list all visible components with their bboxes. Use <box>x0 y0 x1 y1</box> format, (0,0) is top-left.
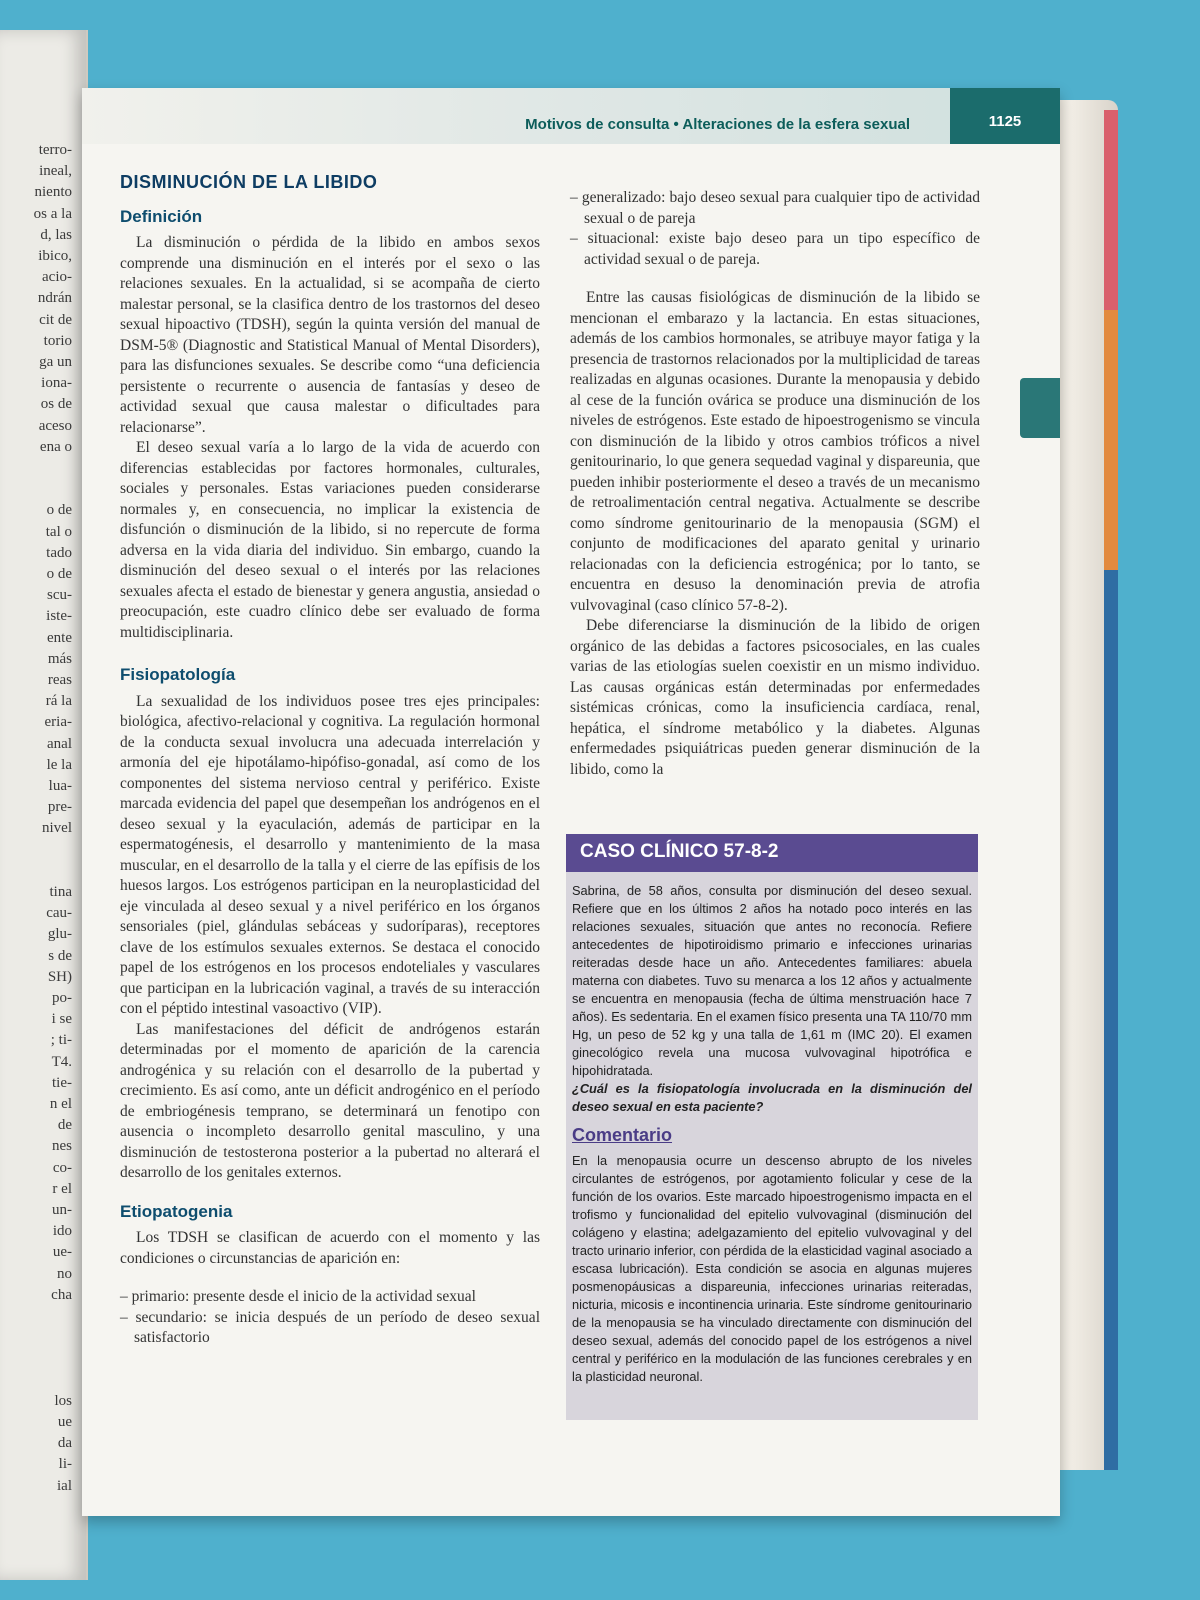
left-page-text-fragment: lua- <box>48 778 72 794</box>
clinical-case-box <box>566 834 978 1420</box>
left-page-text-fragment: cit de <box>39 311 72 328</box>
left-page-edge <box>0 30 88 1580</box>
left-page-text-fragment: ue <box>57 1414 72 1430</box>
left-page-text-fragment: terro- <box>38 142 72 158</box>
left-page-text-fragment: li- <box>58 1456 72 1473</box>
left-page-text-fragment: más <box>47 650 72 667</box>
section-title: DISMINUCIÓN DE LA LIBIDO <box>120 172 378 192</box>
left-page-text-fragment: po- <box>52 990 72 1006</box>
left-page-text-fragment: ibico, <box>38 248 72 264</box>
running-header <box>82 88 1060 144</box>
causes-paragraph-1: Entre las causas fisiológicas de disminución de la libido se mencionan el embarazo y la lactancia. En estas situaciones, además de los cambios hormonales, se atribuye mayor fatiga y la presencia de trastornos relacionados por la multiplicidad de tareas realizadas en algunas ocasiones. Durante la menopausia y debido al cese de la función ovárica se produce una disminución de los niveles de estrógenos. Este estado de hipoestrogenismo se vincula con disminución de la libido y otros cambios tróficos a nivel genitourinario, lo que genera sequedad vaginal y dispareunia, que pueden inhibir posteriormente el deseo a través de un mecanismo de retroalimentación central negativa. Actualmente se describe como síndrome genitourinario de la menopausia (SGM) el conjunto de modificaciones del aparato genital y urinario relacionadas con la deficiencia estrogénica; por lo tanto, se encuentra en desuso la denominación previa de atrofia vulvovaginal (caso clínico 57-8-2). <box>570 289 980 614</box>
left-page-text-fragment: ena o <box>39 438 72 455</box>
left-page-text-fragment: los <box>54 1392 72 1409</box>
left-page-text-fragment: SH) <box>47 968 72 985</box>
left-page-text-fragment: o de <box>46 502 72 519</box>
left-page-text-fragment: os de <box>40 396 72 413</box>
left-page-text-fragment: ineal, <box>39 163 72 180</box>
classification-list <box>570 188 980 270</box>
left-page-text-fragment: tie- <box>52 1074 72 1091</box>
left-page-text-fragment: T4. <box>51 1053 72 1070</box>
etiopatogenia-list <box>120 1287 540 1349</box>
left-page-text-fragment: ndrán <box>37 290 72 307</box>
case-description: Sabrina, de 58 años, consulta por disminución del deseo sexual. Refiere que en los últimos 2 años ha notado poco interés en las relaciones sexuales, situación que antes no reconocía. Refiere antecedentes de hipotiroidismo primario e infecciones urinarias reiteradas desde hace un año. Antecedentes familiares: abuela materna con diabetes. Tuvo su menarca a los 12 años y actualmente se encuentra en menopausia (fecha de última menstruación hace 7 años). Es sedentaria. En el examen físico presenta una TA 110/70 mm Hg, un peso de 52 kg y una talla de 1,61 m (IMC 20). El examen ginecológico revela una mucosa vulvovaginal hipotrófica e hipohidratada. <box>572 883 972 1078</box>
left-page-text-fragment: ; ti- <box>50 1032 72 1049</box>
left-page-text-fragment: iona- <box>41 375 72 392</box>
left-page-text-fragment: rá la <box>45 693 72 710</box>
fisiopatologia-paragraph-1: La sexualidad de los individuos posee tres ejes principales: biológica, afectivo-relacional y cognitiva. La regulación hormonal de la conducta sexual involucra una adecuada interrelación y armonía del eje hipotálamo-hipófiso-gonadal, así como de los componentes del sistema nervioso central y periférico. Existe marcada evidencia del papel que desempeñan los andrógenos en el deseo sexual y la eyaculación, además de participar en la espermatogénesis, el desarrollo y mantenimiento de la masa muscular, en el desarrollo de la talla y el cierre de las epífisis de los huesos largos. Los estrógenos participan en la neuroplasticidad del eje vinculada al deseo sexual y a nivel periférico en los órganos sensoriales (piel, glándulas sebáceas y sudoríparas), receptores clave de los estímulos sexuales externos. Se destaca el conocido papel de los estrógenos en los procesos endoteliales y vasculares que participan en la lubricación vaginal, a través de su interacción con el péptido intestinal vasoactivo (VIP). <box>120 692 540 1017</box>
left-page-text-fragment: glu- <box>47 926 72 943</box>
left-page-text-fragment: reas <box>47 672 72 688</box>
etiopatogenia-heading: Etiopatogenia <box>120 1201 233 1221</box>
left-page-text-fragment: ga un <box>39 354 72 370</box>
chapter-thumb-tab <box>1020 378 1060 438</box>
left-page-text-fragment: pre- <box>47 799 72 816</box>
left-page-text-fragment: eria- <box>44 714 72 731</box>
left-page-text-fragment: s de <box>48 947 72 964</box>
left-page-text-fragment: cha <box>51 1286 72 1303</box>
causes-paragraph-2: Debe diferenciarse la disminución de la libido de origen orgánico de las debidas a factores psicosociales, en las cuales varias de las etiologías suelen coexistir en un mismo individuo. Las causas orgánicas están determinadas por enfermedades sistémicas crónicas, como la insuficiencia cardíaca, renal, hepática, el síndrome metabólico y la diabetes. Algunas enfermedades psiquiátricas pueden generar disminución de la libido, como la <box>570 617 980 778</box>
left-page-text-fragment: un- <box>52 1202 72 1218</box>
left-page-text-fragment: i se <box>51 1011 72 1028</box>
left-page-text-fragment: acio- <box>42 269 72 286</box>
left-page-text-fragment: scu- <box>47 587 72 604</box>
left-page-text-fragment: anal <box>47 735 72 752</box>
color-tab <box>1104 110 1118 310</box>
header-title: Motivos de consulta • Alteraciones de la esfera sexual <box>525 116 910 133</box>
left-page-text-fragment: d, las <box>40 226 72 243</box>
fisiopatologia-paragraph-2: Las manifestaciones del déficit de andrógenos estarán determinadas por el momento de aparición de la carencia androgénica y su relación con el desarrollo de la pubertad y crecimiento. Es así como, ante un déficit androgénico en el período de embriogénesis temprano, se determinará un fenotipo con ausencia o incompleto desarrollo genital masculino, y una disminución de testosterona posterior a la pubertad no alterará el desarrollo de los genitales externos. <box>120 1020 540 1181</box>
left-page-text-fragment: nivel <box>42 820 72 837</box>
definicion-paragraph-2: El deseo sexual varía a lo largo de la vida de acuerdo con diferencias establecidas por factores hormonales, culturales, sociales y personales. Estas variaciones pueden considerarse normales y, en consecuencia, no implicar la existencia de disfunción o disminución de la libido, si no repercute de forma adversa en la vida diaria del individuo. Sin embargo, cuando la disminución del deseo sexual o el interés por las relaciones sexuales afecta el estado de bienestar y genera angustia, ansiedad o preocupación, este cuadro clínico debe ser evaluado de forma multidisciplinaria. <box>120 439 540 641</box>
left-page-text-fragment: n el <box>49 1096 72 1112</box>
definicion-paragraph-1: La disminución o pérdida de la libido en ambos sexos comprende una disminución en el interés por el sexo o las relaciones sexuales. En la actualidad, si se acompaña de cierto malestar personal, se la clasifica dentro de los trastornos del deseo sexual hipoactivo (TDSH), según la quinta versión del manual de DSM-5® (Diagnostic and Statistical Manual of Mental Disorders), para las disfunciones sexuales. Se describe como “una deficiencia persistente o recurrente o ausencia de fantasías y deseo de actividad sexual que causa malestar o dificultades para relacionarse”. <box>120 234 540 436</box>
comment-heading: Comentario <box>572 1125 673 1145</box>
etiopatogenia-paragraph: Los TDSH se clasifican de acuerdo con el momento y las condiciones o circunstancias de aparición en: <box>120 1229 540 1267</box>
left-page-text-fragment: le la <box>46 756 72 773</box>
left-page-text-fragment: ido <box>52 1223 72 1240</box>
color-tab <box>1104 570 1118 1470</box>
left-page-text-fragment: tina <box>49 884 72 900</box>
case-title: CASO CLÍNICO 57-8-2 <box>566 834 978 872</box>
left-page-text-fragment: no <box>57 1265 72 1282</box>
page-number: 1125 <box>950 88 1060 144</box>
definicion-heading: Definición <box>120 206 203 226</box>
color-tab <box>1104 310 1118 570</box>
left-page-text-fragment: iste- <box>46 608 72 625</box>
left-page-text-fragment: o de <box>46 566 72 582</box>
left-page-text-fragment: niento <box>34 184 72 201</box>
comment-text: En la menopausia ocurre un descenso abrupto de los niveles circulantes de estrógenos, por agotamiento folicular y cese de la función de los ovarios. Este marcado hipoestrogenismo impacta en el trofismo y funcionalidad del epitelio vulvovaginal (disminución del colágeno y elastina; adelgazamiento del epitelio vulvovaginal y del tracto urinario inferior, con pérdida de la elasticidad vaginal asociado a escasa lubricación). Esta condición se asocia en algunas mujeres posmenopáusicas a dispareunia, infecciones urinarias reiteradas, nicturia, micosis e incontinencia urinaria. Este síndrome genitourinario de la menopausia se ha vinculado directamente con disminución del deseo sexual, además del conocido papel de los estrógenos a nivel central y periférico en la modulación de las funciones cerebrales y en la plasticidad neuronal. <box>572 1153 972 1384</box>
left-page-text-fragment: tado <box>46 544 72 561</box>
book-page <box>82 88 1060 1516</box>
left-page-text-fragment: torio <box>43 332 72 349</box>
left-column <box>120 172 540 1349</box>
left-page-text-fragment: co- <box>52 1159 72 1176</box>
left-page-text-fragment: os a la <box>33 205 72 222</box>
left-page-text-fragment: cau- <box>46 905 72 922</box>
list-item: – primario: presente desde el inicio de la actividad sexual <box>120 1288 476 1305</box>
left-page-text-fragment: aceso <box>38 417 72 434</box>
book-page-edges <box>1050 100 1118 1470</box>
left-page-text-fragment: ente <box>47 629 72 646</box>
left-page-text-fragment: de <box>57 1117 72 1134</box>
left-page-text-fragment: ue- <box>52 1244 72 1261</box>
case-question: ¿Cuál es la fisiopatología involucrada en la disminución del deseo sexual en esta paciente? <box>572 1081 972 1114</box>
left-page-text-fragment: da <box>57 1435 72 1452</box>
left-page-text-fragment: r el <box>52 1180 72 1197</box>
left-page-text-fragment: ial <box>57 1477 72 1494</box>
left-page-text-fragment: tal o <box>45 523 72 540</box>
list-item: – situacional: existe bajo deseo para un tipo específico de actividad sexual o de pareja. <box>570 230 980 268</box>
list-item: – generalizado: bajo deseo sexual para cualquier tipo de actividad sexual o de pareja <box>570 189 980 227</box>
fisiopatologia-heading: Fisiopatología <box>120 665 236 684</box>
left-page-text-fragment: nes <box>52 1138 72 1155</box>
list-item: – secundario: se inicia después de un período de deseo sexual satisfactorio <box>120 1308 540 1346</box>
right-column <box>570 188 980 780</box>
